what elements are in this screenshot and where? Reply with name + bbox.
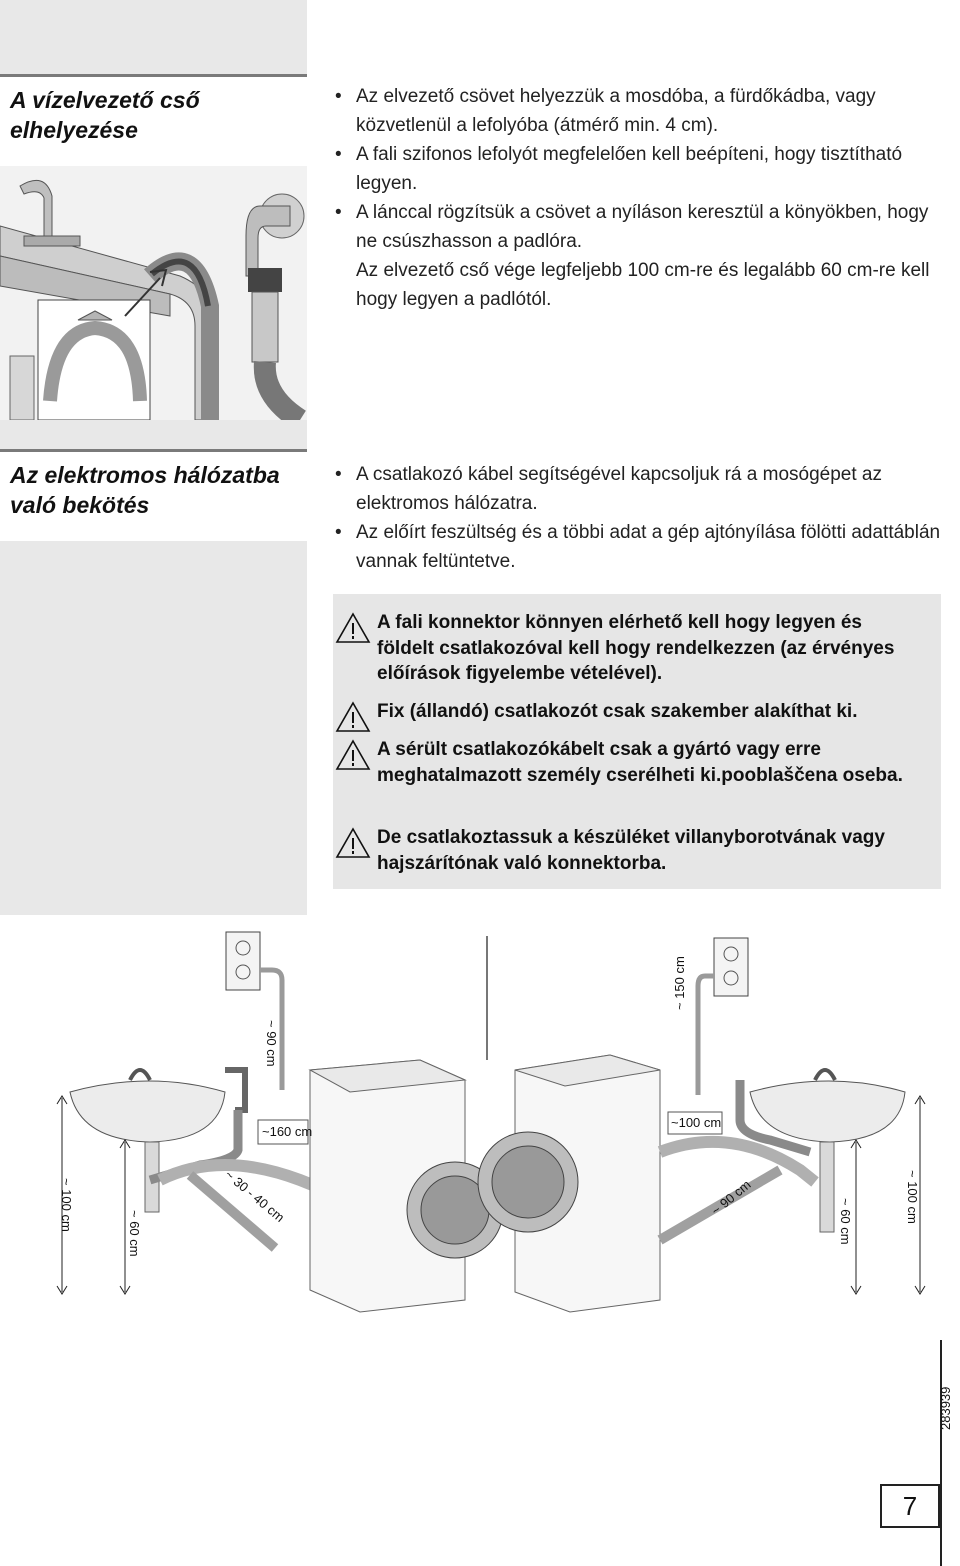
warning-text: A sérült csatlakozókábelt csak a gyártó vagy erre meghatalmazott személy cserélheti ki.pooblaščena oseba. <box>377 739 903 786</box>
dimension-label: ~ 60 cm <box>127 1210 142 1257</box>
dimension-label: ~ 100 cm <box>59 1178 74 1232</box>
dimension-label: ~ 90 cm <box>264 1020 279 1067</box>
drain-hose-illustration <box>0 166 307 420</box>
warning-item <box>333 737 933 817</box>
left-setup <box>57 932 503 1312</box>
section-title-line: A vízelvezető cső <box>10 87 200 113</box>
warning-triangle-icon <box>335 612 371 644</box>
warning-box <box>333 594 941 889</box>
section-title-line: való bekötés <box>10 492 150 518</box>
dimension-label: ~ 150 cm <box>672 956 687 1010</box>
dimension-label: ~160 cm <box>262 1124 313 1139</box>
section-title-line: Az elektromos hálózatba <box>10 462 280 488</box>
warning-triangle-icon <box>335 701 371 733</box>
section-title-line: elhelyezése <box>10 117 138 143</box>
list-item: • Az elvezető csövet helyezzük a mosdóba, a fürdőkádba, vagy közvetlenül a lefolyóba (átmérő min. 4 cm). <box>333 82 943 140</box>
installation-diagram <box>0 920 960 1320</box>
section-title-electrical <box>0 449 307 541</box>
warning-text: Fix (állandó) csatlakozót csak szakember alakíthat ki. <box>377 701 858 722</box>
dimension-label: ~ 90 cm <box>708 1176 754 1219</box>
warning-triangle-icon <box>335 827 371 859</box>
list-item: Az elvezető cső vége legfeljebb 100 cm-re és legalább 60 cm-re kell hogy legyen a padlótól. <box>356 260 930 310</box>
sink-icon <box>750 1081 905 1142</box>
list-item: • Az előírt feszültség és a többi adat a gép ajtónyílása fölötti adattáblán vannak feltüntetve. <box>333 518 943 576</box>
list-item: • A fali szifonos lefolyót megfelelően kell beépíteni, hogy tisztítható legyen. <box>333 140 943 198</box>
warning-text: De csatlakoztassuk a készüléket villanyborotvának vagy hajszárítónak való konnektorba. <box>377 827 885 874</box>
dimension-label: ~ 100 cm <box>905 1170 920 1224</box>
dimension-label: ~ 60 cm <box>838 1198 853 1245</box>
warning-triangle-icon <box>335 739 371 771</box>
drain-hose-instructions <box>333 82 943 314</box>
margin-rule <box>940 1340 942 1566</box>
warning-text: A fali konnektor könnyen elérhető kell hogy legyen és földelt csatlakozóval kell hogy rendelkezzen (az érvényes előírások figyelembe vételével). <box>377 612 895 684</box>
warning-item <box>333 699 933 729</box>
dimension-label: ~ 30 - 40 cm <box>222 1166 288 1225</box>
list-item: • A lánccal rögzítsük a csövet a nyíláson keresztül a könyökben, hogy ne csúszhasson a padlóra. <box>333 198 943 256</box>
dimension-label: ~100 cm <box>671 1115 722 1130</box>
section-title-drain-hose <box>0 74 307 166</box>
page-number: 7 <box>880 1484 940 1528</box>
document-code: 283939 <box>938 1386 953 1430</box>
warning-item <box>333 825 933 881</box>
list-item: • A csatlakozó kábel segítségével kapcsoljuk rá a mosógépet az elektromos hálózatra. <box>333 460 943 518</box>
electrical-instructions <box>333 460 943 576</box>
right-setup <box>478 938 925 1312</box>
sink-icon <box>70 1081 225 1142</box>
warning-item <box>333 610 933 690</box>
